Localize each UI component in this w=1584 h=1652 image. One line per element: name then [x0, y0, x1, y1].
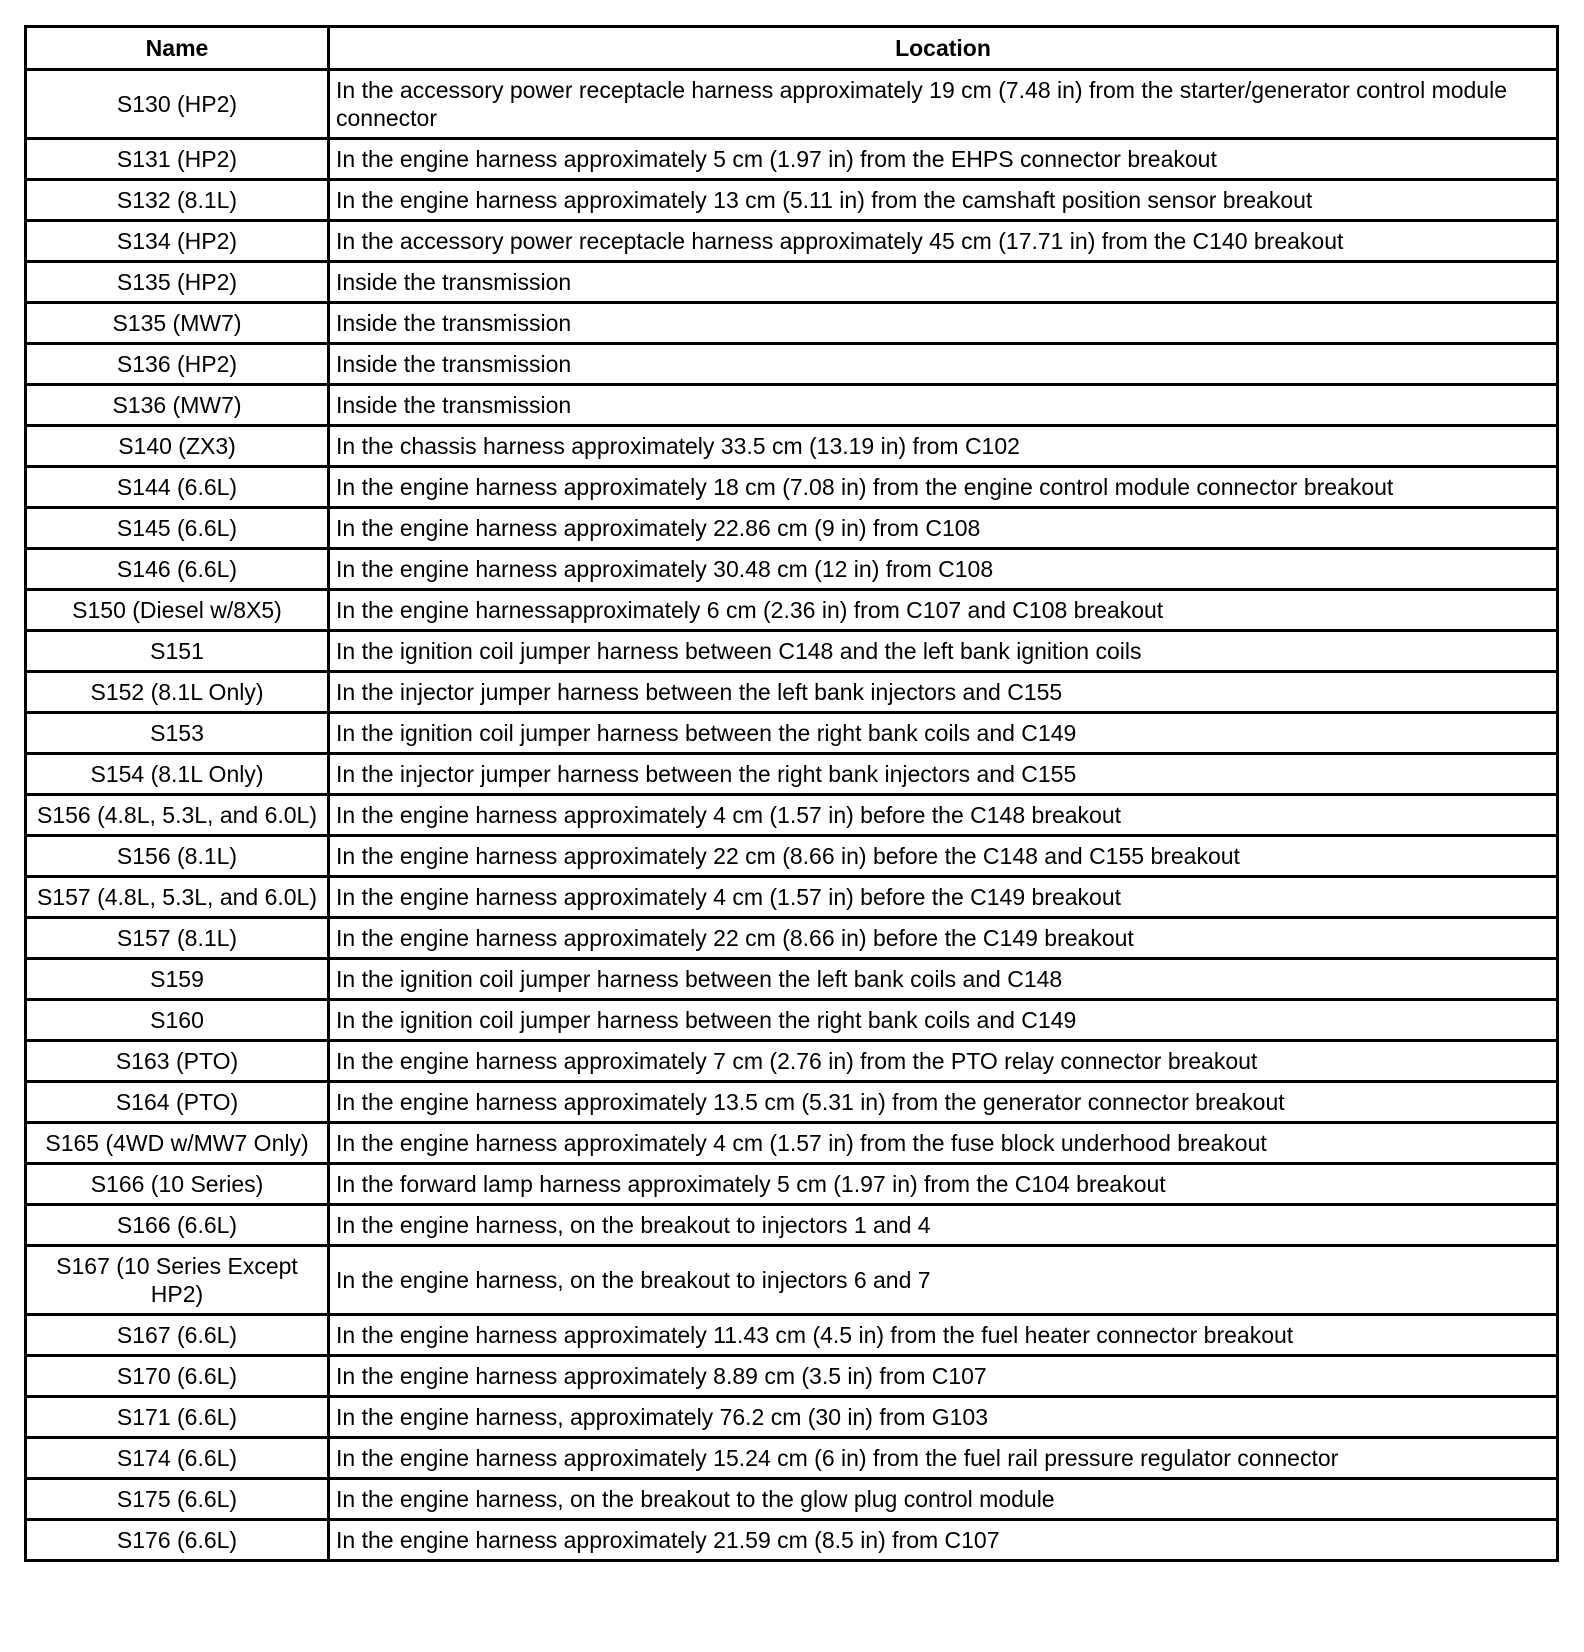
header-row	[26, 27, 1558, 70]
splice-location-cell: In the accessory power receptacle harness approximately 19 cm (7.48 in) from the starter/generator control module connector	[329, 70, 1558, 139]
table-row	[26, 344, 1558, 385]
table-row	[26, 590, 1558, 631]
splice-name-cell: S154 (8.1L Only)	[26, 754, 329, 795]
splice-location-cell: In the injector jumper harness between the left bank injectors and C155	[329, 672, 1558, 713]
splice-name-cell: S131 (HP2)	[26, 139, 329, 180]
table-row	[26, 1397, 1558, 1438]
splice-location-cell: In the ignition coil jumper harness between the left bank coils and C148	[329, 959, 1558, 1000]
table-row	[26, 426, 1558, 467]
splice-location-cell: In the engine harness, on the breakout to injectors 1 and 4	[329, 1205, 1558, 1246]
splice-location-cell: In the engine harness approximately 30.48 cm (12 in) from C108	[329, 549, 1558, 590]
splice-name-cell: S136 (HP2)	[26, 344, 329, 385]
splice-name-cell: S135 (MW7)	[26, 303, 329, 344]
splice-name-cell: S156 (4.8L, 5.3L, and 6.0L)	[26, 795, 329, 836]
table-row	[26, 1041, 1558, 1082]
column-header-location: Location	[329, 27, 1558, 70]
table-row	[26, 1123, 1558, 1164]
splice-location-cell: In the engine harness approximately 15.24 cm (6 in) from the fuel rail pressure regulator connector	[329, 1438, 1558, 1479]
splice-location-cell: In the engine harness, on the breakout to the glow plug control module	[329, 1479, 1558, 1520]
splice-name-cell: S167 (6.6L)	[26, 1315, 329, 1356]
table-row	[26, 1315, 1558, 1356]
table-row	[26, 672, 1558, 713]
table-row	[26, 918, 1558, 959]
splice-location-cell: In the accessory power receptacle harness approximately 45 cm (17.71 in) from the C140 breakout	[329, 221, 1558, 262]
splice-location-cell: In the ignition coil jumper harness between the right bank coils and C149	[329, 713, 1558, 754]
splice-name-cell: S130 (HP2)	[26, 70, 329, 139]
splice-location-cell: In the chassis harness approximately 33.5 cm (13.19 in) from C102	[329, 426, 1558, 467]
splice-location-cell: In the engine harness approximately 8.89 cm (3.5 in) from C107	[329, 1356, 1558, 1397]
splice-location-cell: In the injector jumper harness between the right bank injectors and C155	[329, 754, 1558, 795]
splice-location-cell: In the engine harness approximately 4 cm (1.57 in) before the C148 breakout	[329, 795, 1558, 836]
splice-name-cell: S170 (6.6L)	[26, 1356, 329, 1397]
splice-name-cell: S145 (6.6L)	[26, 508, 329, 549]
table-row	[26, 303, 1558, 344]
table-row	[26, 180, 1558, 221]
splice-location-cell: Inside the transmission	[329, 303, 1558, 344]
splice-location-cell: In the engine harness approximately 7 cm (2.76 in) from the PTO relay connector breakout	[329, 1041, 1558, 1082]
table-row	[26, 959, 1558, 1000]
splice-name-cell: S167 (10 Series Except HP2)	[26, 1246, 329, 1315]
splice-name-cell: S136 (MW7)	[26, 385, 329, 426]
splice-location-cell: In the engine harness approximately 22 cm (8.66 in) before the C149 breakout	[329, 918, 1558, 959]
splice-name-cell: S140 (ZX3)	[26, 426, 329, 467]
splice-location-cell: Inside the transmission	[329, 385, 1558, 426]
splice-location-table-container	[24, 25, 1556, 1562]
splice-location-table	[24, 25, 1559, 1562]
splice-name-cell: S152 (8.1L Only)	[26, 672, 329, 713]
splice-name-cell: S156 (8.1L)	[26, 836, 329, 877]
table-row	[26, 795, 1558, 836]
splice-location-cell: In the engine harness approximately 4 cm (1.57 in) from the fuse block underhood breakout	[329, 1123, 1558, 1164]
splice-name-cell: S135 (HP2)	[26, 262, 329, 303]
splice-name-cell: S151	[26, 631, 329, 672]
splice-location-cell: In the engine harness, approximately 76.2 cm (30 in) from G103	[329, 1397, 1558, 1438]
table-row	[26, 467, 1558, 508]
splice-location-cell: In the engine harness approximately 18 cm (7.08 in) from the engine control module connector breakout	[329, 467, 1558, 508]
table-row	[26, 1479, 1558, 1520]
table-row	[26, 508, 1558, 549]
table-row	[26, 1520, 1558, 1561]
table-row	[26, 1205, 1558, 1246]
splice-name-cell: S159	[26, 959, 329, 1000]
splice-location-cell: In the engine harness approximately 11.43 cm (4.5 in) from the fuel heater connector breakout	[329, 1315, 1558, 1356]
splice-name-cell: S160	[26, 1000, 329, 1041]
table-body	[26, 70, 1558, 1561]
splice-name-cell: S150 (Diesel w/8X5)	[26, 590, 329, 631]
splice-location-cell: In the ignition coil jumper harness between C148 and the left bank ignition coils	[329, 631, 1558, 672]
splice-name-cell: S157 (4.8L, 5.3L, and 6.0L)	[26, 877, 329, 918]
table-row	[26, 1356, 1558, 1397]
splice-location-cell: In the forward lamp harness approximately 5 cm (1.97 in) from the C104 breakout	[329, 1164, 1558, 1205]
splice-location-cell: In the engine harness approximately 22.86 cm (9 in) from C108	[329, 508, 1558, 549]
splice-name-cell: S164 (PTO)	[26, 1082, 329, 1123]
splice-name-cell: S176 (6.6L)	[26, 1520, 329, 1561]
splice-location-cell: In the engine harnessapproximately 6 cm (2.36 in) from C107 and C108 breakout	[329, 590, 1558, 631]
splice-location-cell: In the engine harness approximately 21.59 cm (8.5 in) from C107	[329, 1520, 1558, 1561]
splice-name-cell: S166 (6.6L)	[26, 1205, 329, 1246]
table-row	[26, 631, 1558, 672]
splice-location-cell: Inside the transmission	[329, 262, 1558, 303]
splice-location-cell: In the engine harness approximately 22 cm (8.66 in) before the C148 and C155 breakout	[329, 836, 1558, 877]
table-row	[26, 754, 1558, 795]
table-row	[26, 549, 1558, 590]
splice-name-cell: S144 (6.6L)	[26, 467, 329, 508]
splice-name-cell: S146 (6.6L)	[26, 549, 329, 590]
table-row	[26, 877, 1558, 918]
table-row	[26, 1246, 1558, 1315]
splice-name-cell: S163 (PTO)	[26, 1041, 329, 1082]
splice-location-cell: In the engine harness approximately 5 cm (1.97 in) from the EHPS connector breakout	[329, 139, 1558, 180]
splice-location-cell: In the engine harness, on the breakout to injectors 6 and 7	[329, 1246, 1558, 1315]
table-row	[26, 713, 1558, 754]
column-header-name: Name	[26, 27, 329, 70]
splice-name-cell: S132 (8.1L)	[26, 180, 329, 221]
splice-location-cell: Inside the transmission	[329, 344, 1558, 385]
splice-name-cell: S157 (8.1L)	[26, 918, 329, 959]
table-header	[26, 27, 1558, 70]
table-row	[26, 70, 1558, 139]
table-row	[26, 1000, 1558, 1041]
splice-name-cell: S174 (6.6L)	[26, 1438, 329, 1479]
table-row	[26, 836, 1558, 877]
splice-name-cell: S175 (6.6L)	[26, 1479, 329, 1520]
table-row	[26, 262, 1558, 303]
splice-name-cell: S166 (10 Series)	[26, 1164, 329, 1205]
splice-name-cell: S171 (6.6L)	[26, 1397, 329, 1438]
table-row	[26, 139, 1558, 180]
splice-location-cell: In the ignition coil jumper harness between the right bank coils and C149	[329, 1000, 1558, 1041]
table-row	[26, 221, 1558, 262]
table-row	[26, 1164, 1558, 1205]
table-row	[26, 385, 1558, 426]
splice-location-cell: In the engine harness approximately 13 cm (5.11 in) from the camshaft position sensor breakout	[329, 180, 1558, 221]
splice-location-cell: In the engine harness approximately 4 cm (1.57 in) before the C149 breakout	[329, 877, 1558, 918]
table-row	[26, 1438, 1558, 1479]
splice-location-cell: In the engine harness approximately 13.5 cm (5.31 in) from the generator connector breakout	[329, 1082, 1558, 1123]
table-row	[26, 1082, 1558, 1123]
splice-name-cell: S134 (HP2)	[26, 221, 329, 262]
splice-name-cell: S165 (4WD w/MW7 Only)	[26, 1123, 329, 1164]
splice-name-cell: S153	[26, 713, 329, 754]
